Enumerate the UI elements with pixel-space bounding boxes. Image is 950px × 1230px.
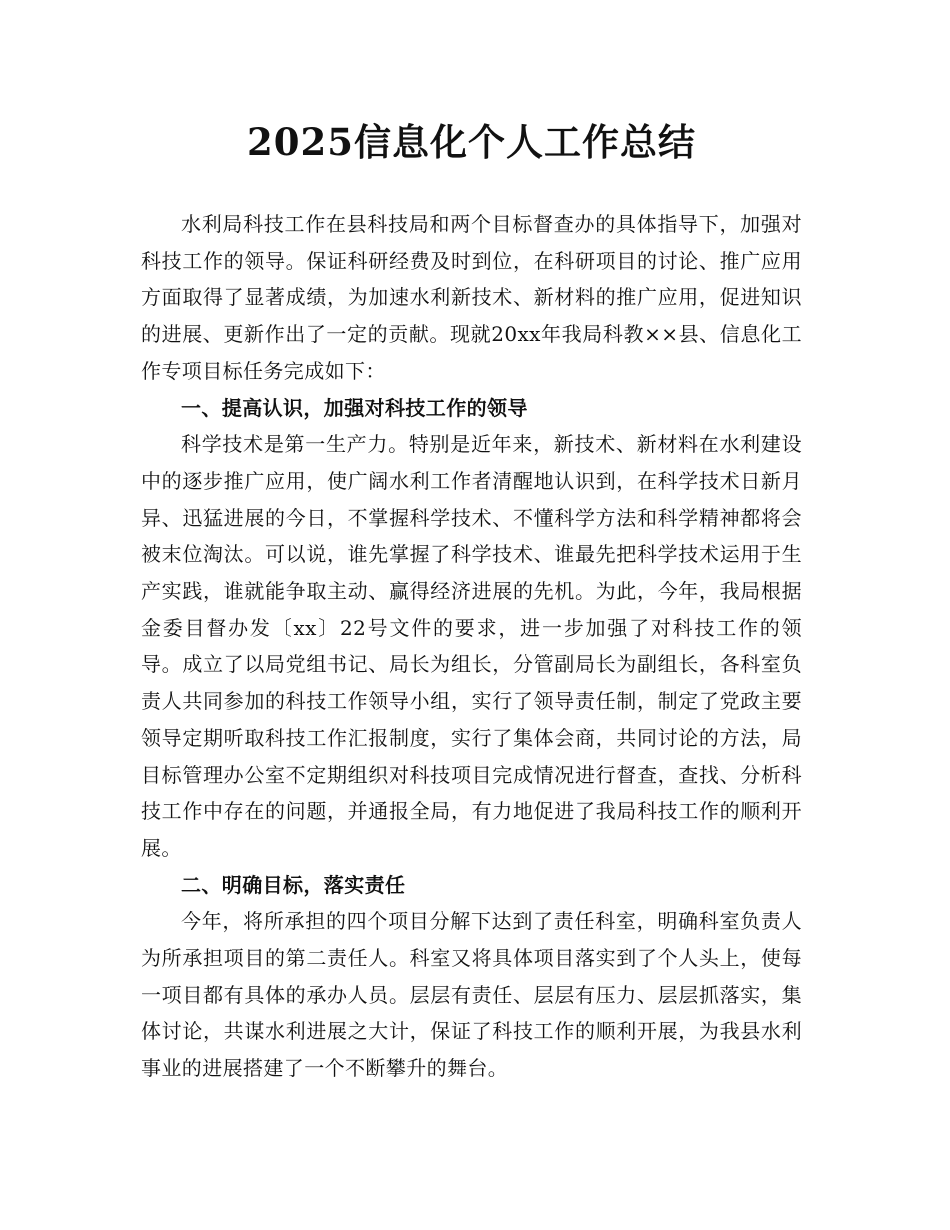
intro-paragraph: 水利局科技工作在县科技局和两个目标督查办的具体指导下，加强对科技工作的领导。保证科研经费及时到位，在科研项目的讨论、推广应用方面取得了显著成绩，为加速水利新技术、新材料的推广应用，促进知识的进展、更新作出了一定的贡献。现就20xx年我局科教××县、信息化工作专项目标任务完成如下： <box>141 212 802 383</box>
section-2-heading: 二、明确目标，落实责任 <box>181 872 406 897</box>
section-2-paragraph: 今年，将所承担的四个项目分解下达到了责任科室，明确科室负责人为所承担项目的第二责任人。科室又将具体项目落实到了个人头上，使每一项目都有具体的承办人员。层层有责任、层层有压力、层层抓落实，集体讨论，共谋水利进展之大计，保证了科技工作的顺利开展，为我县水利事业的进展搭建了一个不断攀升的舞台。 <box>141 909 802 1081</box>
document-body <box>141 206 802 1087</box>
document-title: 2025信息化个人工作总结 <box>247 120 696 164</box>
section-1-heading: 一、提高认识，加强对科技工作的领导 <box>181 395 528 420</box>
section-1-paragraph: 科学技术是第一生产力。特别是近年来，新技术、新材料在水利建设中的逐步推广应用，使广阔水利工作者清醒地认识到，在科学技术日新月异、迅猛进展的今日，不掌握科学技术、不懂科学方法和科学精神都将会被末位淘汰。可以说，谁先掌握了科学技术、谁最先把科学技术运用于生产实践，谁就能争取主动、赢得经济进展的先机。为此，今年，我局根据金委目督办发〔xx〕22号文件的要求，进一步加强了对科技工作的领导。成立了以局党组书记、局长为组长，分管副局长为副组长，各科室负责人共同参加的科技工作领导小组，实行了领导责任制，制定了党政主要领导定期听取科技工作汇报制度，实行了集体会商，共同讨论的方法，局目标管理办公室不定期组织对科技项目完成情况进行督查，查找、分析科技工作中存在的问题，并通报全局，有力地促进了我局科技工作的顺利开展。 <box>141 432 802 860</box>
